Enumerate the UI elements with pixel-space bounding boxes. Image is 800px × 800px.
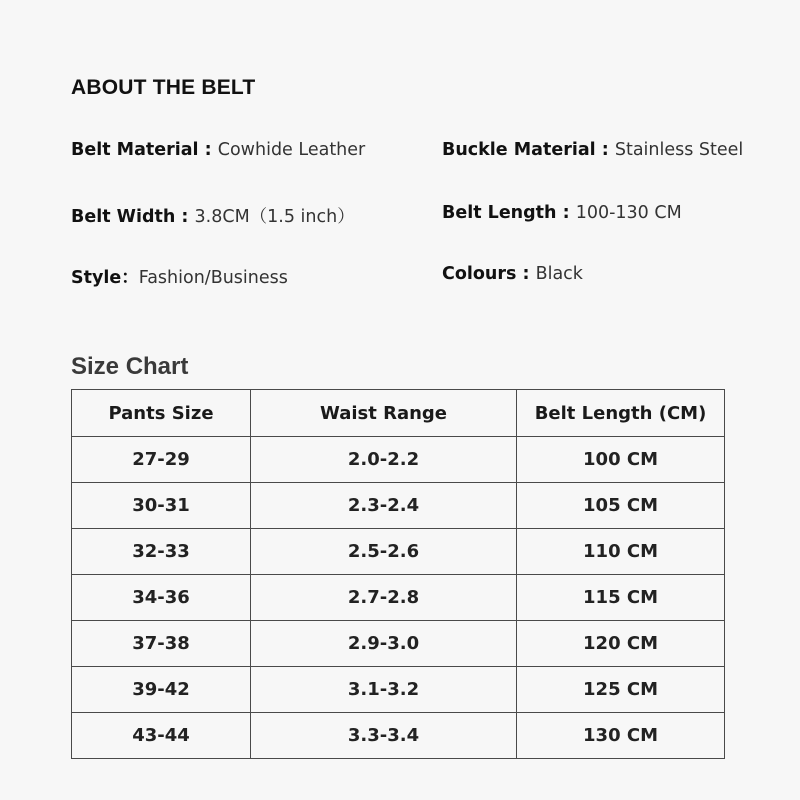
spec-value: Cowhide Leather (217, 140, 366, 160)
table-header-row (72, 390, 725, 437)
cell-pants-size: 34-36 (72, 575, 251, 621)
spec-separator: : (516, 264, 536, 284)
spec-style (71, 264, 288, 289)
cell-belt-length: 115 CM (517, 575, 725, 621)
spec-belt-material (71, 140, 365, 160)
spec-value: Stainless Steel (614, 140, 744, 160)
spec-value: Black (535, 264, 583, 284)
header-pants-size: Pants Size (72, 390, 251, 437)
cell-waist-range: 2.0-2.2 (251, 437, 517, 483)
cell-belt-length: 105 CM (517, 483, 725, 529)
header-waist-range: Waist Range (251, 390, 517, 437)
cell-pants-size: 43-44 (72, 713, 251, 759)
size-chart-table (71, 389, 725, 759)
table-row (72, 621, 725, 667)
spec-label: Buckle Material (442, 140, 596, 160)
spec-belt-width (71, 203, 355, 228)
spec-separator: : (595, 140, 615, 160)
cell-belt-length: 125 CM (517, 667, 725, 713)
spec-label: Belt Width (71, 207, 176, 227)
cell-waist-range: 2.5-2.6 (251, 529, 517, 575)
table-row (72, 713, 725, 759)
about-title: ABOUT THE BELT (71, 76, 256, 99)
table-row (72, 437, 725, 483)
spec-label: Colours (442, 264, 517, 284)
cell-pants-size: 37-38 (72, 621, 251, 667)
cell-pants-size: 30-31 (72, 483, 251, 529)
spec-buckle-material (442, 140, 743, 160)
table-row (72, 483, 725, 529)
cell-waist-range: 3.1-3.2 (251, 667, 517, 713)
cell-belt-length: 120 CM (517, 621, 725, 667)
cell-belt-length: 130 CM (517, 713, 725, 759)
cell-pants-size: 32-33 (72, 529, 251, 575)
spec-value: 3.8CM（1.5 inch） (194, 207, 355, 227)
header-belt-length: Belt Length (CM) (517, 390, 725, 437)
cell-waist-range: 2.7-2.8 (251, 575, 517, 621)
table-row (72, 667, 725, 713)
cell-pants-size: 39-42 (72, 667, 251, 713)
cell-waist-range: 2.3-2.4 (251, 483, 517, 529)
cell-waist-range: 2.9-3.0 (251, 621, 517, 667)
spec-separator: ： (121, 268, 139, 288)
spec-label: Belt Material (71, 140, 199, 160)
spec-separator: : (175, 207, 195, 227)
table-row (72, 575, 725, 621)
cell-belt-length: 110 CM (517, 529, 725, 575)
spec-separator: : (198, 140, 218, 160)
cell-pants-size: 27-29 (72, 437, 251, 483)
spec-value: Fashion/Business (138, 268, 288, 288)
cell-waist-range: 3.3-3.4 (251, 713, 517, 759)
table-row (72, 529, 725, 575)
cell-belt-length: 100 CM (517, 437, 725, 483)
spec-colours (442, 264, 583, 284)
size-chart-title: Size Chart (71, 353, 189, 380)
spec-value: 100-130 CM (575, 203, 682, 223)
spec-label: Belt Length (442, 203, 557, 223)
spec-separator: : (556, 203, 576, 223)
spec-belt-length (442, 203, 682, 223)
spec-label: Style (71, 268, 122, 288)
